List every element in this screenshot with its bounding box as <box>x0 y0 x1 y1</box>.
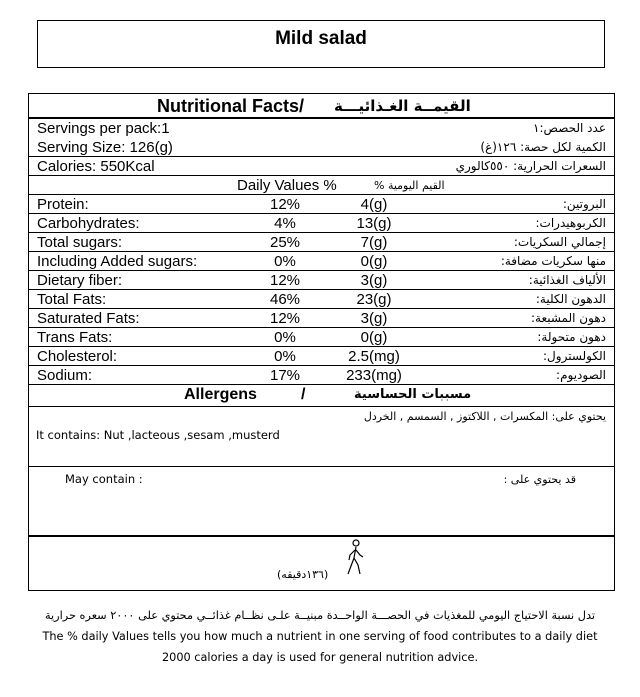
nutrient-row <box>29 252 614 271</box>
allergens-title-en: Allergens <box>184 386 257 403</box>
nutrient-amount: 23(g) <box>356 291 392 308</box>
nutrient-amount: 0(g) <box>360 329 388 346</box>
nutrient-amount: 233(mg) <box>346 367 402 384</box>
nutrient-name-ar: الكربوهيدرات: <box>535 216 606 230</box>
footer-english-note-1: The % daily Values tells you how much a nutrient in one serving of food contributes to a daily diet <box>42 630 598 643</box>
servings-en: Servings per pack:1 <box>37 120 170 137</box>
calories-ar: السعرات الحرارية: ٥٥٠كالوري <box>455 159 606 173</box>
nutrient-name-en: Saturated Fats: <box>37 310 140 327</box>
nutrient-percent: 25% <box>269 234 301 251</box>
allergens-slash: / <box>301 386 306 403</box>
serving-size-ar: الكمية لكل حصة: ١٢٦(غ) <box>480 140 606 154</box>
nutrient-percent: 12% <box>269 310 301 327</box>
nutrient-amount: 0(g) <box>360 253 388 270</box>
contains-ar: يحتوي على: المكسرات , اللاكتوز , السمسم , الخردل <box>363 410 606 423</box>
nutrient-row <box>29 271 614 290</box>
nutrient-name-ar: الصوديوم: <box>556 368 606 382</box>
product-title-box <box>37 20 605 68</box>
nutrient-percent: 4% <box>274 215 296 232</box>
nutrition-panel <box>28 93 615 591</box>
nutrient-percent: 12% <box>269 272 301 289</box>
nutrient-row <box>29 195 614 214</box>
divider <box>29 535 614 537</box>
serving-size-en: Serving Size: 126(g) <box>37 139 173 156</box>
nutrient-name-ar: منها سكريات مضافة: <box>500 254 606 268</box>
calories-en: Calories: 550Kcal <box>37 158 155 175</box>
nutrient-amount: 7(g) <box>360 234 388 251</box>
nutrient-amount: 3(g) <box>360 310 388 327</box>
allergens-header <box>29 385 614 405</box>
nutrient-name-ar: الدهون الكلية: <box>535 292 606 306</box>
nutrient-name-en: Protein: <box>37 196 89 213</box>
may-contain-en: May contain : <box>65 472 143 486</box>
nutrient-amount: 2.5(mg) <box>348 348 400 365</box>
nutrient-name-en: Dietary fiber: <box>37 272 123 289</box>
nutrient-amount: 4(g) <box>360 196 388 213</box>
nutrient-percent: 17% <box>269 367 301 384</box>
daily-values-row <box>29 176 614 195</box>
serving-size-row <box>29 138 614 157</box>
divider <box>29 466 614 467</box>
servings-row <box>29 119 614 138</box>
nutrient-amount: 13(g) <box>356 215 392 232</box>
nutrient-percent: 0% <box>274 348 296 365</box>
calories-row <box>29 157 614 176</box>
walking-person-icon <box>343 538 367 578</box>
divider <box>29 406 614 407</box>
nutrient-row <box>29 347 614 366</box>
nutrient-amount: 3(g) <box>360 272 388 289</box>
allergens-title-ar: مسببات الحساسية <box>354 387 472 402</box>
nutrient-name-en: Carbohydrates: <box>37 215 140 232</box>
nutrient-percent: 0% <box>274 253 296 270</box>
nutrient-name-ar: دهون المشبعة: <box>530 311 606 325</box>
nutrient-row <box>29 328 614 347</box>
nutrient-name-ar: البروتين: <box>562 197 606 211</box>
nutrient-name-ar: إجمالي السكريات: <box>513 235 606 249</box>
contains-en: It contains: Nut ,lacteous ,sesam ,musterd <box>36 428 280 442</box>
nutrient-name-ar: الألياف الغذائية: <box>528 273 606 287</box>
daily-values-en: Daily Values % <box>237 177 337 194</box>
nutrition-title-ar: القيمــة الغـذائيـــة <box>334 97 471 115</box>
nutrient-name-ar: دهون متحولة: <box>537 330 606 344</box>
nutrient-row <box>29 214 614 233</box>
nutrient-row <box>29 309 614 328</box>
nutrient-percent: 0% <box>274 329 296 346</box>
may-contain-ar: قد يحتوي على : <box>503 473 576 486</box>
walk-time: (١٣٦دقيقه) <box>277 568 329 581</box>
nutrition-title-en: Nutritional Facts/ <box>157 96 305 116</box>
nutrient-percent: 46% <box>269 291 301 308</box>
nutrient-name-en: Sodium: <box>37 367 93 384</box>
nutrient-row <box>29 290 614 309</box>
nutrient-name-en: Cholesterol: <box>37 348 118 365</box>
nutrient-name-en: Including Added sugars: <box>37 253 198 270</box>
footer-arabic-note: تدل نسبة الاحتياج اليومي للمغذيات في الحصـــة الواحــدة مبنيــة علـى نظــام غذائــي محتوي على ٢٠٠٠ سعره حرارية <box>44 609 596 622</box>
nutrient-name-ar: الكولسترول: <box>543 349 606 363</box>
servings-ar: عدد الحصص:١ <box>533 121 606 135</box>
nutrient-name-en: Trans Fats: <box>37 329 113 346</box>
nutrient-name-en: Total sugars: <box>37 234 123 251</box>
nutrient-percent: 12% <box>269 196 301 213</box>
daily-values-ar: القيم اليومية % <box>374 179 445 192</box>
nutrient-row <box>29 366 614 385</box>
nutrient-row <box>29 233 614 252</box>
nutrient-name-en: Total Fats: <box>37 291 107 308</box>
footer-english-note-2: 2000 calories a day is used for general nutrition advice. <box>161 651 479 664</box>
product-name: Mild salad <box>275 28 367 49</box>
